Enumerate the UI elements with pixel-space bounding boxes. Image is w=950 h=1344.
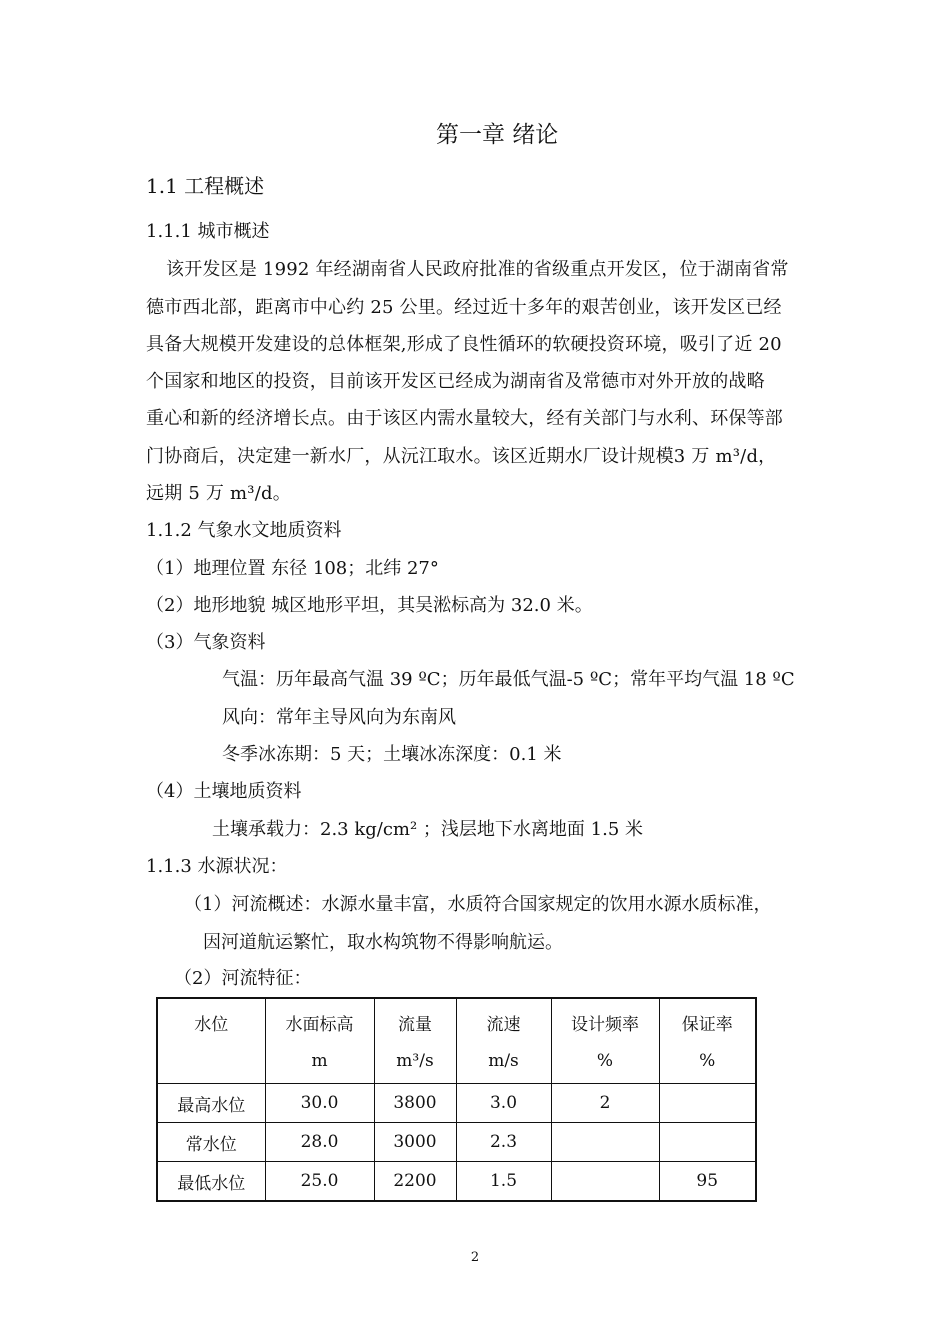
table-cell: 25.0 <box>265 1162 374 1202</box>
table-row <box>157 1084 756 1123</box>
subsection-title-water-source: 1.1.3 水源状况： <box>146 856 288 877</box>
table-cell: 2200 <box>374 1162 456 1202</box>
table-cell: 3800 <box>374 1084 456 1123</box>
table-cell: 95 <box>659 1162 756 1202</box>
soil-bearing: 土壤承载力：2.3 kg/cm² ；浅层地下水离地面 1.5 米 <box>212 819 643 840</box>
paragraph-line: 德市西北部，距离市中心约 25 公里。经过近十多年的艰苦创业，该开发区已经 <box>146 297 782 318</box>
table-header-row <box>157 998 756 1084</box>
chapter-title: 第一章 绪论 <box>436 122 559 148</box>
climate-temperature: 气温：历年最高气温 39 ºC；历年最低气温-5 ºC；常年平均气温 18 ºC <box>222 669 795 690</box>
river-features: （2）河流特征： <box>174 968 312 989</box>
subsection-title-city: 1.1.1 城市概述 <box>146 221 270 242</box>
header-cell: 设计频率 % <box>551 998 659 1084</box>
river-overview-cont: 因河道航运繁忙，取水构筑物不得影响航运。 <box>203 932 563 953</box>
subsection-title-hydrology: 1.1.2 气象水文地质资料 <box>146 520 342 541</box>
table-cell <box>551 1123 659 1162</box>
table-cell: 30.0 <box>265 1084 374 1123</box>
table-cell: 2.3 <box>456 1123 551 1162</box>
item-terrain: （2）地形地貌 城区地形平坦，其吴淞标高为 32.0 米。 <box>146 595 593 616</box>
table-cell: 28.0 <box>265 1123 374 1162</box>
table-cell: 2 <box>551 1084 659 1123</box>
header-cell: 流速 m/s <box>456 998 551 1084</box>
paragraph-line: 该开发区是 1992 年经湖南省人民政府批准的省级重点开发区，位于湖南省常 <box>166 259 789 280</box>
item-soil: （4）土壤地质资料 <box>146 781 302 802</box>
climate-freeze: 冬季冰冻期：5 天；土壤冰冻深度：0.1 米 <box>222 744 562 765</box>
header-cell: 流量 m³/s <box>374 998 456 1084</box>
table-cell: 常水位 <box>157 1123 265 1162</box>
table-cell <box>659 1084 756 1123</box>
section-title: 1.1 工程概述 <box>146 174 265 198</box>
paragraph-line: 个国家和地区的投资，目前该开发区已经成为湖南省及常德市对外开放的战略 <box>146 371 765 392</box>
table-cell <box>659 1123 756 1162</box>
paragraph-line: 远期 5 万 m³/d。 <box>146 483 291 504</box>
river-characteristics-table <box>156 997 757 1202</box>
paragraph-line: 具备大规模开发建设的总体框架,形成了良性循环的软硬投资环境，吸引了近 20 <box>146 334 782 355</box>
river-overview: （1）河流概述：水源水量丰富，水质符合国家规定的饮用水源水质标准， <box>184 894 772 915</box>
item-location: （1）地理位置 东径 108；北纬 27° <box>146 558 439 579</box>
table-cell: 3.0 <box>456 1084 551 1123</box>
page-number: 2 <box>470 1250 480 1265</box>
header-cell: 水面标高 m <box>265 998 374 1084</box>
table-row <box>157 1123 756 1162</box>
table-cell: 3000 <box>374 1123 456 1162</box>
header-cell: 水位 <box>157 998 265 1084</box>
paragraph-line: 重心和新的经济增长点。由于该区内需水量较大，经有关部门与水利、环保等部 <box>146 408 783 429</box>
item-climate: （3）气象资料 <box>146 632 266 653</box>
paragraph-line: 门协商后，决定建一新水厂，从沅江取水。该区近期水厂设计规模3 万 m³/d， <box>146 446 777 467</box>
table-cell: 最高水位 <box>157 1084 265 1123</box>
table-cell <box>551 1162 659 1202</box>
table-row <box>157 1162 756 1202</box>
table-cell: 1.5 <box>456 1162 551 1202</box>
table-cell: 最低水位 <box>157 1162 265 1202</box>
header-cell: 保证率 % <box>659 998 756 1084</box>
climate-wind: 风向：常年主导风向为东南风 <box>222 707 456 728</box>
